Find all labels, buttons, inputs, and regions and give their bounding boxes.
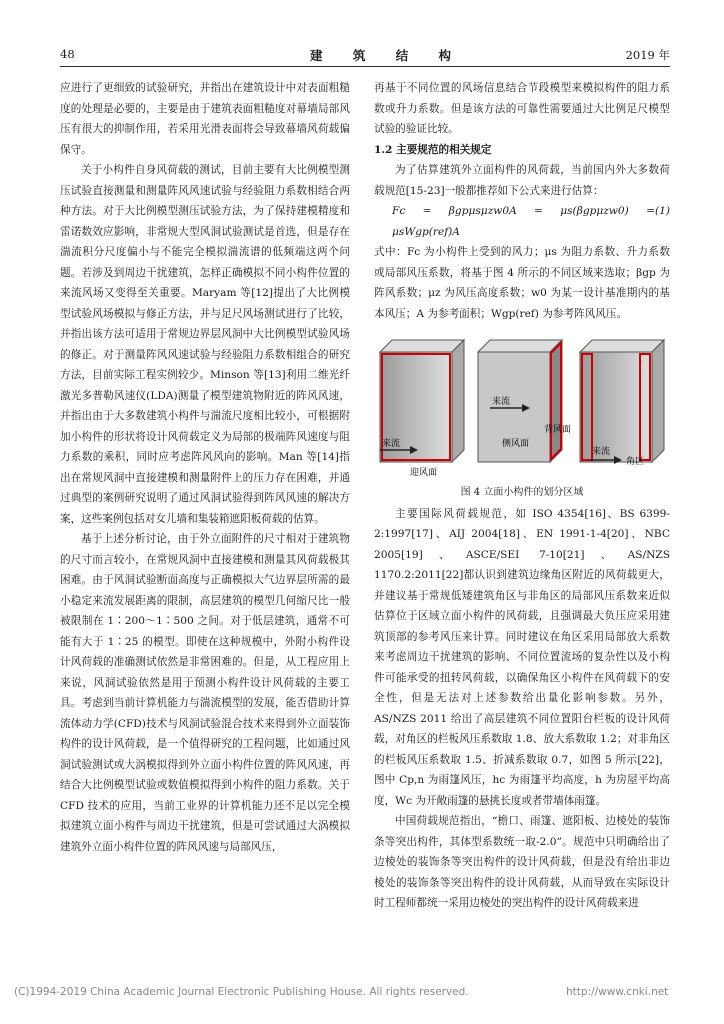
formula [374,201,670,242]
paragraph: 式中：Fc 为小构件上受到的风力；μs 为阻力系数、升力系数或局部风压系数，将基于图 4 所示的不同区域来选取；βgp 为阵风系数；μz 为风压高度系数；w0 为某一设计基准期内的基本风压；A 为参考面积；Wgp(ref) 为参考阵风风压。 [374,246,670,320]
left-column [60,78,350,857]
paragraph: 再基于不同位置的风场信息结合节段模型来模拟构件的阻力系数或升力系数。但是该方法的可靠性需要通过大比例足尺模型试验的验证比较。 [374,82,670,135]
label-inflow-3: 来流 [592,447,611,457]
header-rule [60,66,670,67]
paragraph: 基于上述分析讨论，由于外立面附件的尺寸相对于建筑物的尺寸而言较小，在常规风洞中直接建模和测量其风荷载极其困难。由于风洞试验断面高度与正确模拟大气边界层所需的最小稳定来流发展距离的限制，高层建筑的模型几何缩尺比一般被限制在 1∶200～1∶500 之间。对于低层建筑，通常不可能有大于 1∶25 的模型。即使在这种规模中，外附小构件设计风荷载的准确测试依然是非常困难的。但是，从工程应用上来说，风洞试验依然是用于预测小构件设计风荷载的主要工具。考虑到当前计算机能力与湍流模型的发展，能否借助计算流体动力学(CFD)技术与风洞试验混合技术来得到外立面装饰构件的设计风荷载，是一个值得研究的工程问题，比如通过风洞试验测试或大涡模拟得到外立面小构件位置的阵风风速，再结合大比例模型试验或数值模拟得到小构件的阻力系数。关于 CFD 技术的应用，当前工业界的计算机能力还不足以完全模拟建筑立面小构件与周边干扰建筑，但是可尝试通过大涡模拟建筑外立面小构件位置的阵风风速与局部风压， [60,533,350,853]
label-inflow-1: 来流 [382,439,401,449]
label-side: 侧风面 [502,439,530,449]
figure-caption: 图 4 立面小构件的划分区域 [460,487,584,498]
footer-copyright: (C)1994-2019 China Academic Journal Electronic Publishing House. All rights reserved. [14,986,469,998]
paragraph: 中国荷载规范指出，“檐口、雨篷、遮阳板、边棱处的装饰条等突出构件，其体型系数统一取-2.0”。规范中只明确给出了边棱处的装饰条等突出构件的设计风荷载，但是没有给出非边棱处的装饰条等突出构件的设计风荷载，从而导致在实际设计时工程师都统一采用边棱处的突出构件的设计风荷载来进 [374,815,670,909]
paragraph: 为了估算建筑外立面构件的风荷载，当前国内外大多数荷载规范[15-23]一般都推荐如下公式来进行估算： [374,164,670,197]
formula-body: Fc = βgpμsμzw0A = μs(βgpμzw0) = μsWgp(ref)A [392,205,655,238]
formula-number: (1) [654,205,670,217]
label-windward: 迎风面 [410,468,438,477]
page-number: 48 [60,47,75,61]
paragraph: 关于小构件自身风荷载的测试，目前主要有大比例模型测压试验直接测量和测量阵风风速试验与经验阻力系数相结合两种方法。对于大比例模型测压试验方法，为了保持建模精度和雷诺数效应影响，非常规大型风洞试验测试是首选，但是存在湍流积分尺度偏小与不能完全模拟湍流谱的低频端这两个问题。若涉及到周边干扰建筑，怎样正确模拟不同小构件位置的来流风场又变得至关重要。Maryam 等[12]提出了大比例模型试验风场模拟与修正方法，并与足尺风场测试进行了比较，并指出该方法可适用于常规边界层风洞中大比例模型试验风场的修正。对于测量阵风风速试验与经验阻力系数相组合的研究方法，目前实际工程实例较少。Minson 等[13]利用二维光纤激光多普勒风速仪(LDA)测量了模型建筑物附近的阵风风速，并指出由于大多数建筑小构件与湍流尺度相比较小，可根据附加小构件的形状将设计风荷载定义为局部的极端阵风速度与阻力系数的乘积，同时应考虑阵风风向的影响。Man 等[14]指出在常规风洞中直接建模和测量附件上的压力存在困难，并通过典型的案例研究说明了通过风洞试验得到阵风风速的解决方案，这些案例包括对女儿墙和集装箱遮阳板荷载的估算。 [60,164,350,525]
label-leeward: 背风面 [544,425,572,435]
paragraph: 主要国际风荷载规范，如 ISO 4354[16]、BS 6399-2:1997[17]、AIJ 2004[18]、EN 1991-1-4[20]、NBC 2005[19]、ASCE/SEI 7-10[21]、AS/NZS 1170.2:2011[22]都认识到建筑边缘角区附近的风荷载更大，并建议基于常规低矮建筑角区与非角区的局部风压系数来近似估算位于区域立面小构件的风荷载，且强调最大负压应采用建筑顶部的参考风压来计算。同时建议在角区采用局部放大系数来考虑周边干扰建筑的影响、不同位置流场的复杂性以及小构件可能承受的扭转风荷载，以确保角区小构件在风荷载下的安全性，但是无法对上述参数给出量化影响参数。另外，AS/NZS 2011 给出了高层建筑不同位置阳台栏板的设计风荷载，对角区的栏板风压系数取 1.8、放大系数取 1.2；对非角区的栏板风压系数取 1.5、折减系数取 0.7，如图 5 所示[22]，图中 Cp,n 为雨篷风压，hc 为雨篷平均高度，h 为房屋平均高度，Wc 为开敞雨篷的悬挑长度或者带墙体雨篷。 [374,507,670,807]
block-corner [580,340,664,462]
right-column [374,78,670,914]
label-corner: 角区 [626,457,645,467]
paragraph: 应进行了更细致的试验研究，并指出在建筑设计中对表面粗糙度的处理是必要的，主要是由于建筑表面粗糙度对幕墙局部风压有很大的抑制作用，若采用光滑表面将会导致幕墙风荷载偏保守。 [60,82,350,156]
journal-title: 建 筑 结 构 [310,48,465,63]
journal-year: 2019 年 [625,48,670,62]
figure-4 [374,332,670,477]
footer-url[interactable]: http://www.cnki.net [566,986,669,998]
facade-zone-diagram [374,332,670,477]
section-heading: 1.2 主要规范的相关规定 [374,143,492,156]
label-inflow-2: 来流 [492,397,511,407]
